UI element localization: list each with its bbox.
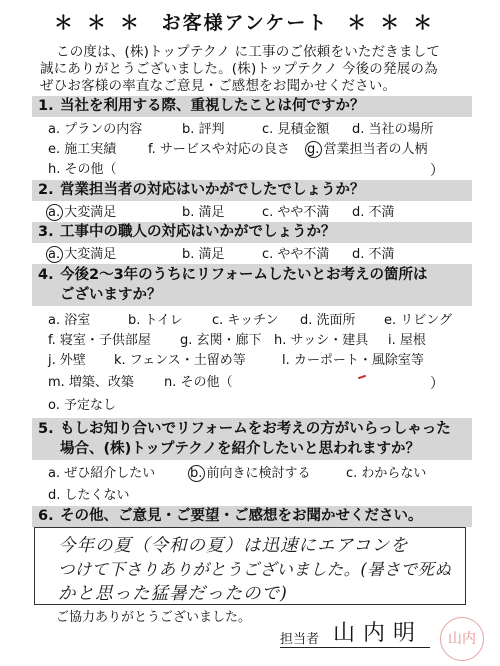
question-number: 6.	[38, 508, 54, 524]
question-number: 2.	[38, 182, 54, 198]
q2-option-a: a. 大変満足	[48, 205, 117, 220]
question-number: 3.	[38, 224, 54, 240]
handwritten-comment-line: かと思った猛暑だったので)	[58, 584, 288, 604]
q5-option-a: a. ぜひ紹介したい	[48, 466, 156, 481]
question-text: もしお知り合いでリフォームをお考えの方がいらっしゃった	[60, 421, 451, 437]
question-text: 当社を利用する際、重視したことは何ですか？	[60, 98, 365, 114]
q4-option-a: a. 浴室	[48, 313, 91, 328]
q4-option-d: d. 洗面所	[300, 313, 356, 328]
q1-option-c: c. 見積金額	[262, 122, 330, 137]
q4-option-e: e. リビング	[384, 313, 453, 328]
q3-option-c: c. やや不満	[262, 247, 330, 262]
title-stars-left: ＊＊＊	[53, 12, 153, 34]
q4-option-b: b. トイレ	[128, 313, 183, 328]
q1-option-h: h. その他（	[48, 162, 117, 177]
title-stars-right: ＊＊＊	[347, 12, 447, 34]
q4-option-g: g. 玄関・廊下	[180, 333, 262, 348]
q3-option-a: a. 大変満足	[48, 247, 117, 262]
pen-stroke-mark	[358, 375, 366, 380]
staff-name: 山内明	[333, 621, 424, 646]
question-number: 4.	[38, 267, 54, 283]
selected-mark-circle	[188, 465, 205, 482]
question-1-header	[32, 96, 472, 117]
q1-option-h-close: ）	[430, 163, 444, 179]
question-3-header	[32, 222, 472, 243]
q1-option-f: f. サービスや対応の良さ	[148, 142, 290, 157]
question-2-header	[32, 180, 472, 201]
q1-option-d: d. 当社の場所	[352, 122, 434, 137]
q4-option-h: h. サッシ・建具	[274, 333, 369, 348]
question-text-cont: 場合、(株)トップテクノを紹介したいと思われますか？	[60, 441, 420, 457]
survey-title	[0, 8, 500, 35]
question-text-cont: ございますか？	[60, 287, 162, 303]
intro-line: ぜひお客様の率直なご意見・ご感想をお聞かせください。	[40, 78, 397, 94]
selected-mark-circle	[305, 141, 322, 158]
q4-option-n: n. その他（	[164, 375, 233, 390]
question-4-header	[32, 264, 472, 306]
question-text: その他、ご意見・ご要望・ご感想をお聞かせください。	[60, 508, 423, 524]
q3-option-d: d. 不満	[352, 247, 395, 262]
q4-option-m: m. 増築、改築	[48, 375, 134, 390]
question-6-header	[32, 506, 472, 527]
q4-option-k: k. フェンス・土留め等	[114, 353, 246, 368]
q5-option-c: c. わからない	[346, 466, 427, 481]
handwritten-comment-line: つけて下さりありがとうございました。(暑さで死ぬ	[58, 560, 452, 579]
q4-option-f: f. 寝室・子供部屋	[48, 333, 151, 348]
q2-option-c: c. やや不満	[262, 205, 330, 220]
q4-option-n-close: ）	[430, 376, 444, 392]
intro-line: 誠にありがとうございました。(株)トップテクノ 今後の発展の為	[40, 61, 438, 77]
question-text: 工事中の職人の対応はいかがでしょうか？	[60, 224, 336, 240]
title-text: お客様アンケート	[161, 12, 329, 34]
staff-label: 担当者	[280, 632, 320, 647]
q1-option-g: g. 営業担当者の人柄	[307, 142, 428, 157]
q2-option-d: d. 不満	[352, 205, 395, 220]
question-text: 営業担当者の対応はいかがでしたでしょうか？	[60, 182, 365, 198]
q2-option-b: b. 満足	[182, 205, 225, 220]
question-5-header	[32, 418, 472, 460]
staff-underline	[280, 647, 430, 648]
question-text: 今後2～3年のうちにリフォームしたいとお考えの箇所は	[60, 267, 428, 283]
q4-option-j: j. 外壁	[48, 353, 86, 368]
selected-mark-circle	[46, 246, 63, 263]
name-seal-stamp: 山内	[440, 617, 484, 661]
question-number: 1.	[38, 98, 54, 114]
selected-mark-circle	[46, 204, 63, 221]
q1-option-a: a. プランの内容	[48, 122, 143, 137]
intro-line: この度は、(株)トップテクノ に工事のご依頼をいただきまして	[56, 44, 441, 60]
q4-option-c: c. キッチン	[212, 313, 279, 328]
intro-text	[40, 44, 476, 95]
q3-option-b: b. 満足	[182, 247, 225, 262]
question-number: 5.	[38, 421, 54, 437]
q4-option-l: l. カーポート・風除室等	[282, 353, 424, 368]
q4-option-i: i. 屋根	[388, 333, 426, 348]
q1-option-e: e. 施工実績	[48, 142, 117, 157]
q5-option-b: b. 前向きに検討する	[190, 466, 311, 481]
q5-option-d: d. したくない	[48, 488, 130, 503]
handwritten-comment-line: 今年の夏（令和の夏）は迅速にエアコンを	[58, 536, 409, 556]
thanks-text: ご協力ありがとうございました。	[56, 610, 252, 625]
q1-option-b: b. 評判	[182, 122, 225, 137]
q4-option-o: o. 予定なし	[48, 398, 116, 413]
